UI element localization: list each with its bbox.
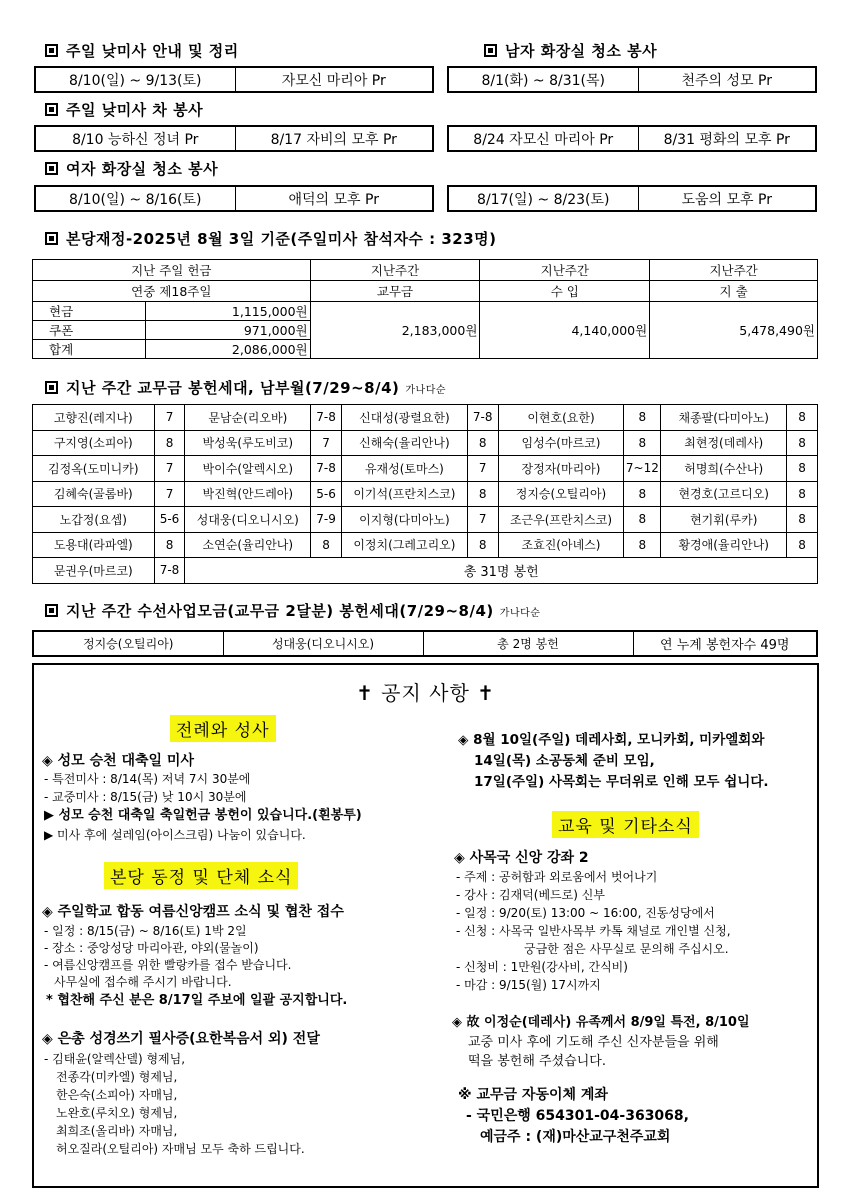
lecture-line: - 일정 : 9/20(토) 13:00 ~ 16:00, 진동성당에서 (456, 906, 715, 920)
bible-line: 전종각(미카엘) 형제님, (56, 1070, 178, 1084)
womens-restroom-group: 애덕의 모후 Pr (235, 186, 433, 211)
donor-months: 5-6 (311, 481, 342, 507)
bible-line: 허오질라(오틸리아) 자매님 모두 축하 드립니다. (56, 1142, 305, 1156)
lecture-line: - 주제 : 공허함과 외로움에서 벗어나기 (456, 870, 658, 884)
donor-name: 황경애(율리안나) (661, 532, 787, 558)
square-bullet-icon (45, 103, 58, 116)
donor-name: 박진혁(안드레아) (185, 481, 311, 507)
donor-months: 8 (467, 430, 498, 456)
donation-row (33, 532, 818, 558)
lecture-title: ◈ 사목국 신앙 강좌 2 (454, 850, 589, 866)
assumption-line: ▶ 미사 후에 설레임(아이스크림) 나눔이 있습니다. (44, 828, 306, 842)
donor-name: 고향진(레지나) (33, 405, 155, 431)
womens-restroom-heading: 여자 화장실 청소 봉사 (45, 158, 218, 179)
bible-line: 노완호(루치오) 형제님, (56, 1106, 178, 1120)
donor-name: 문권우(마르코) (33, 558, 155, 584)
donor-months: 8 (787, 456, 818, 482)
donor-name: 문남순(리오바) (185, 405, 311, 431)
lecture-line: - 신청비 : 1만원(강사비, 간식비) (456, 960, 628, 974)
womens-restroom-period: 8/17(일) ~ 8/23(토) (448, 186, 638, 211)
finance-row-value: 1,115,000원 (145, 302, 310, 321)
tea-service-table-left (34, 125, 434, 152)
donor-name: 조효진(아녜스) (498, 532, 624, 558)
condolence-line: ◈ 故 이정순(데레사) 유족께서 8/9일 특전, 8/10일 (452, 1015, 750, 1030)
assumption-title: ◈ 성모 승천 대축일 미사 (42, 753, 194, 769)
donor-name: 김정옥(도미니카) (33, 456, 155, 482)
assumption-line: ▶ 성모 승천 대축일 축일헌금 봉헌이 있습니다.(흰봉투) (44, 808, 362, 823)
finance-gyomu-value: 2,183,000원 (310, 302, 480, 359)
donation-total: 총 31명 봉헌 (185, 558, 818, 584)
donation-row (33, 405, 818, 431)
edu-heading: 교육 및 기타소식 (552, 811, 699, 838)
finance-income-value: 4,140,000원 (480, 302, 650, 359)
finance-table (32, 259, 818, 359)
donor-name: 임성수(마르코) (498, 430, 624, 456)
donor-months: 7 (311, 430, 342, 456)
assumption-line: - 교중미사 : 8/15(금) 낮 10시 30분에 (44, 790, 247, 804)
donor-name: 유재성(토마스) (342, 456, 468, 482)
donor-name: 현기휘(루카) (661, 507, 787, 533)
tea-service-item: 8/31 평화의 모후 Pr (638, 126, 816, 151)
womens-restroom-table-right (447, 185, 817, 212)
tea-service-item: 8/17 자비의 모후 Pr (235, 126, 433, 151)
donor-months: 8 (787, 481, 818, 507)
mission-total: 총 2명 봉헌 (423, 631, 633, 656)
donation-row (33, 430, 818, 456)
donor-months: 8 (467, 532, 498, 558)
mens-restroom-period: 8/1(화) ~ 8/31(목) (448, 67, 638, 92)
finance-row-label: 합계 (33, 340, 146, 359)
donor-name: 이정치(그레고리오) (342, 532, 468, 558)
camp-line: - 여름신앙캠프를 위한 빨랑카를 접수 받습니다. (44, 958, 292, 972)
sunday-mass-heading: 주일 낮미사 안내 및 정리 (45, 40, 239, 61)
donor-months: 7 (467, 456, 498, 482)
donor-name: 구지영(소피아) (33, 430, 155, 456)
donor-name: 신해숙(율리안나) (342, 430, 468, 456)
camp-line: 사무실에 접수해 주시기 바랍니다. (54, 975, 232, 989)
camp-line: - 일정 : 8/15(금) ~ 8/16(토) 1박 2일 (44, 924, 247, 938)
finance-row-label: 쿠폰 (33, 321, 146, 340)
donor-name: 성대웅(디오니시오) (185, 507, 311, 533)
donation-sort-note: 가나다순 (405, 385, 447, 396)
lecture-line: 궁금한 점은 사무실로 문의해 주십시오. (524, 942, 729, 956)
tea-service-heading: 주일 낮미사 차 봉사 (45, 99, 203, 120)
donor-months: 8 (624, 405, 661, 431)
donor-months: 7-8 (467, 405, 498, 431)
donor-months: 8 (624, 481, 661, 507)
donor-name: 소연순(율리안나) (185, 532, 311, 558)
parish-heading: 본당 동정 및 단체 소식 (104, 862, 298, 889)
finance-header: 지난주간 (480, 260, 650, 281)
account-line: - 국민은행 654301-04-363068, (466, 1108, 689, 1124)
finance-header: 지난주간 (310, 260, 480, 281)
donor-name: 박성욱(루도비코) (185, 430, 311, 456)
liturgy-heading: 전례와 성사 (170, 715, 276, 742)
lecture-line: - 신청 : 사목국 일반사목부 카톡 채널로 개인별 신청, (456, 924, 731, 938)
donor-months: 7-8 (311, 456, 342, 482)
bible-line: 최희조(올리바) 자매님, (56, 1124, 178, 1138)
finance-header: 지난 주일 헌금 (33, 260, 311, 281)
assumption-line: - 특전미사 : 8/14(목) 저녁 7시 30분에 (44, 772, 251, 786)
donor-name: 채종팔(다미아노) (661, 405, 787, 431)
finance-row-label: 현금 (33, 302, 146, 321)
donor-months: 8 (624, 430, 661, 456)
account-line: 예금주 : (재)마산교구천주교회 (480, 1129, 671, 1145)
mission-heading: 지난 주간 수선사업모금(교무금 2달분) 봉헌세대(7/29~8/4) 가나다순 (45, 600, 540, 621)
tea-service-item: 8/10 능하신 정녀 Pr (35, 126, 235, 151)
mission-donor: 성대웅(디오니시오) (223, 631, 423, 656)
womens-restroom-period: 8/10(일) ~ 8/16(토) (35, 186, 235, 211)
bible-title: ◈ 은총 성경쓰기 필사증(요한복음서 외) 전달 (42, 1031, 320, 1047)
mens-restroom-group: 천주의 성모 Pr (638, 67, 816, 92)
finance-header: 지난주간 (650, 260, 818, 281)
bible-line: 한은숙(소피아) 자매님, (56, 1088, 178, 1102)
donation-row (33, 481, 818, 507)
donation-row (33, 507, 818, 533)
square-bullet-icon (45, 44, 58, 57)
donor-months: 7-8 (154, 558, 185, 584)
donor-months: 8 (787, 532, 818, 558)
donor-name: 이지형(다미아노) (342, 507, 468, 533)
donor-months: 8 (624, 507, 661, 533)
donor-months: 5-6 (154, 507, 185, 533)
donation-heading: 지난 주간 교무금 봉헌세대, 남부월(7/29~8/4) 가나다순 (45, 377, 446, 398)
finance-expense-value: 5,478,490원 (650, 302, 818, 359)
condolence-line: 교중 미사 후에 기도해 주신 신자분들을 위해 (468, 1035, 719, 1050)
womens-restroom-group: 도움의 모후 Pr (638, 186, 816, 211)
donor-months: 8 (787, 507, 818, 533)
donor-name: 김혜숙(골롬바) (33, 481, 155, 507)
mission-cumulative: 연 누계 봉헌자수 49명 (633, 631, 817, 656)
donor-months: 8 (311, 532, 342, 558)
donor-months: 7-9 (311, 507, 342, 533)
sunday-mass-table (34, 66, 434, 93)
donor-months: 8 (154, 532, 185, 558)
notice-title: ✝ 공지 사항 ✝ (356, 681, 495, 705)
donor-name: 정지승(오틸리아) (498, 481, 624, 507)
donor-name: 도용대(라파엘) (33, 532, 155, 558)
donor-name: 장정자(마리아) (498, 456, 624, 482)
condolence-line: 떡을 봉헌해 주셨습니다. (468, 1054, 606, 1069)
donor-name: 이기석(프란치스코) (342, 481, 468, 507)
donor-months: 7 (154, 481, 185, 507)
donor-name: 신대성(광렬요한) (342, 405, 468, 431)
meeting-line: 17일(주일) 사목회는 무더위로 인해 모두 쉽니다. (474, 774, 769, 790)
womens-restroom-table-left (34, 185, 434, 212)
mission-donor: 정지승(오틸리아) (33, 631, 223, 656)
sunday-mass-group: 자모신 마리아 Pr (235, 67, 433, 92)
donor-name: 최현정(데레사) (661, 430, 787, 456)
camp-line: - 장소 : 중앙성당 마리아관, 야외(물놀이) (44, 941, 259, 955)
square-bullet-icon (484, 44, 497, 57)
donor-months: 8 (154, 430, 185, 456)
finance-header: 수 입 (480, 281, 650, 302)
finance-row-value: 971,000원 (145, 321, 310, 340)
donor-months: 8 (787, 405, 818, 431)
donor-name: 박이수(알렉시오) (185, 456, 311, 482)
donor-name: 이현호(요한) (498, 405, 624, 431)
meeting-line: 14일(목) 소공동체 준비 모임, (474, 753, 655, 769)
mission-sort-note: 가나다순 (499, 608, 541, 619)
donor-name: 노갑정(요셉) (33, 507, 155, 533)
donor-months: 8 (467, 481, 498, 507)
finance-header: 연중 제18주일 (33, 281, 311, 302)
donor-months: 8 (787, 430, 818, 456)
donor-months: 7 (154, 456, 185, 482)
donor-months: 7 (467, 507, 498, 533)
finance-row-value: 2,086,000원 (145, 340, 310, 359)
notice-box (32, 663, 819, 1188)
donor-name: 허명희(수산나) (661, 456, 787, 482)
meeting-line: ◈ 8월 10일(주일) 데레사회, 모니카회, 미카엘회와 (458, 732, 765, 748)
mens-restroom-table (447, 66, 817, 93)
sunday-mass-period: 8/10(일) ~ 9/13(토) (35, 67, 235, 92)
tea-service-item: 8/24 자모신 마리아 Pr (448, 126, 638, 151)
camp-title: ◈ 주일학교 합동 여름신앙캠프 소식 및 협찬 접수 (42, 904, 344, 920)
donor-months: 7-8 (311, 405, 342, 431)
mission-table (32, 630, 818, 657)
donor-name: 조근우(프란치스코) (498, 507, 624, 533)
square-bullet-icon (45, 232, 58, 245)
donor-months: 8 (624, 532, 661, 558)
lecture-line: - 마감 : 9/15(월) 17시까지 (456, 978, 601, 992)
donor-name: 현경호(고르디오) (661, 481, 787, 507)
camp-line: * 협찬해 주신 분은 8/17일 주보에 일괄 공지합니다. (46, 993, 348, 1008)
tea-service-table-right (447, 125, 817, 152)
square-bullet-icon (45, 604, 58, 617)
donation-table (32, 404, 818, 584)
finance-heading: 본당재정-2025년 8월 3일 기준(주일미사 참석자수 : 323명) (45, 228, 497, 249)
account-title: ※ 교무금 자동이체 계좌 (458, 1087, 608, 1103)
square-bullet-icon (45, 381, 58, 394)
bible-line: - 김태윤(알렉산델) 형제님, (44, 1052, 186, 1066)
finance-header: 교무금 (310, 281, 480, 302)
finance-header: 지 출 (650, 281, 818, 302)
donation-row (33, 456, 818, 482)
donor-months: 7 (154, 405, 185, 431)
square-bullet-icon (45, 162, 58, 175)
donor-months: 7~12 (624, 456, 661, 482)
lecture-line: - 강사 : 김재덕(베드로) 신부 (456, 888, 605, 902)
mens-restroom-heading: 남자 화장실 청소 봉사 (484, 40, 657, 61)
